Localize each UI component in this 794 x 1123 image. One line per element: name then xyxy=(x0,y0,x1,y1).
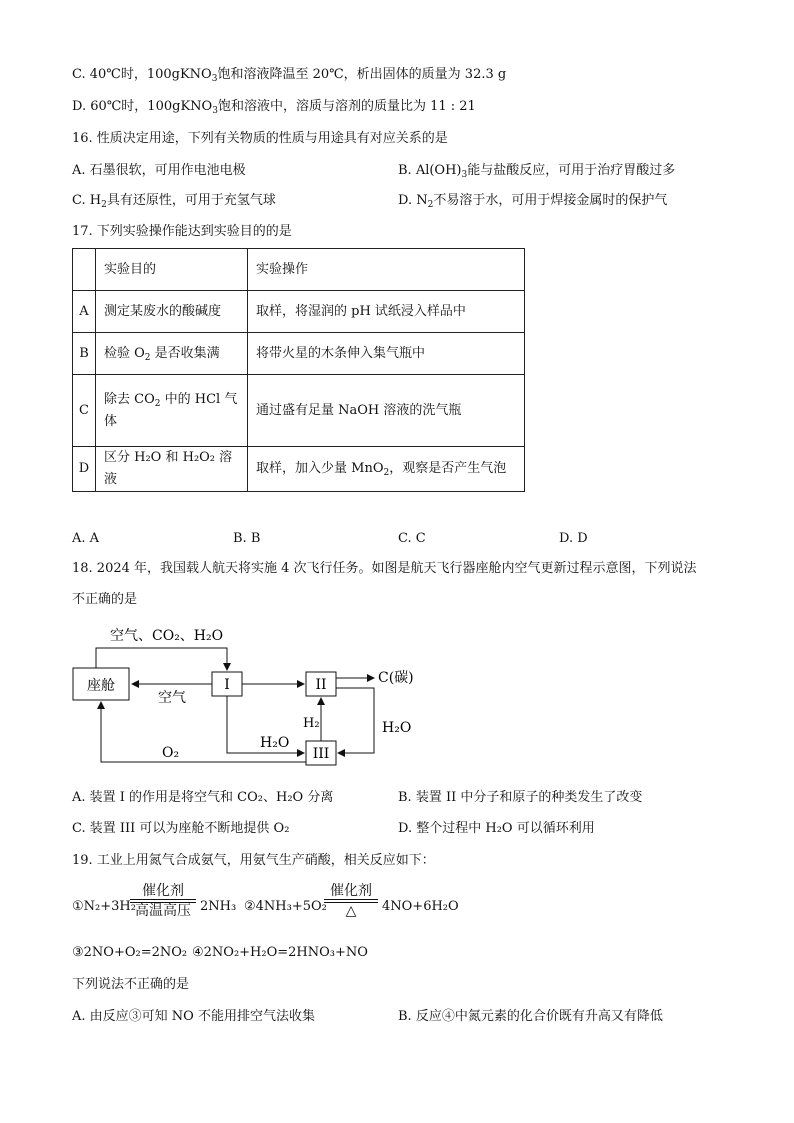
h2o-right-label: H₂O xyxy=(382,720,412,736)
q18-stem-line2: 不正确的是 xyxy=(72,592,138,607)
row-goal: 检验 $O_2$ 是否收集满 xyxy=(96,333,248,375)
row-key: A xyxy=(73,291,96,333)
q18-option-d: D. 整个过程中 H₂O 可以循环利用 xyxy=(398,821,595,836)
q18-stem-line1: 18. 2024 年，我国载人航天将实施 4 次飞行任务。如图是航天飞行器座舱内空气更新过程示意图，下列说法 xyxy=(72,561,697,576)
q16-stem: 16. 性质决定用途，下列有关物质的性质与用途具有对应关系的是 xyxy=(72,131,448,146)
reaction-3: ③2NO+O₂=2NO₂ xyxy=(72,945,188,960)
q15-option-d: D. 60℃时，100gKNO$_3$饱和溶液中，溶质与溶剂的质量比为 11 : 21 xyxy=(72,99,476,116)
row-goal: 区分 H₂O 和 H₂O₂ 溶液 xyxy=(96,447,248,492)
q19-stem: 19. 工业上用氮气合成氨气，用氨气生产硝酸，相关反应如下： xyxy=(72,853,435,868)
row-op: 将带火星的木条伸入集气瓶中 xyxy=(248,333,525,375)
q17-answer-b: B. B xyxy=(233,531,261,546)
table-header-op: 实验操作 xyxy=(248,249,525,291)
q15-option-c: C. 40℃时，100gKNO$_3$饱和溶液降温至 20℃，析出固体的质量为 32.3 g xyxy=(72,67,507,84)
reaction-1-catalyst: 催化剂 xyxy=(142,883,184,899)
o2-label: O₂ xyxy=(162,745,180,761)
q17-answer-d: D. D xyxy=(559,531,588,546)
q19-question: 下列说法不正确的是 xyxy=(72,977,190,992)
device-3-label: III xyxy=(312,746,330,762)
reaction-2-catalyst: 催化剂 xyxy=(330,883,372,899)
carbon-label: C(碳) xyxy=(378,670,414,686)
reaction-2-right: 4NO+6H₂O xyxy=(382,899,459,914)
reaction-1-right: 2NH₃ xyxy=(200,899,237,914)
table-row xyxy=(73,333,525,375)
q17-table xyxy=(72,248,525,492)
row-op: 通过盛有足量 NaOH 溶液的洗气瓶 xyxy=(248,375,525,447)
row-key: D xyxy=(73,447,96,492)
device-1-label: I xyxy=(224,677,230,693)
q18-option-a: A. 装置 I 的作用是将空气和 CO₂、H₂O 分离 xyxy=(72,790,334,805)
h2o-bottom-label: H₂O xyxy=(260,735,290,751)
q16-option-d: D. $N_2$不易溶于水，可用于焊接金属时的保护气 xyxy=(398,193,668,210)
table-header-key xyxy=(73,249,96,291)
q17-stem: 17. 下列实验操作能达到实验目的的是 xyxy=(72,224,292,239)
table-header-row xyxy=(73,249,525,291)
cabin-label: 座舱 xyxy=(87,678,115,694)
reaction-2-condition xyxy=(324,883,378,919)
reaction-1-conditions: 高温高压 xyxy=(135,903,191,919)
q19-option-b: B. 反应④中氮元素的化合价既有升高又有降低 xyxy=(398,1009,663,1024)
row-key: B xyxy=(73,333,96,375)
q18-option-c: C. 装置 III 可以为座舱不断地提供 O₂ xyxy=(72,821,290,836)
row-goal: 测定某废水的酸碱度 xyxy=(96,291,248,333)
q19-option-a: A. 由反应③可知 NO 不能用排空气法收集 xyxy=(72,1009,315,1024)
q17-answer-a: A. A xyxy=(72,531,100,546)
h2-label: H₂ xyxy=(303,716,320,731)
row-key: C xyxy=(73,375,96,447)
q16-option-a: A. 石墨很软，可用作电池电极 xyxy=(72,163,246,178)
q17-answer-c: C. C xyxy=(398,531,426,546)
table-row xyxy=(73,375,525,447)
reaction-1-condition xyxy=(130,883,196,919)
row-goal: 除去 $CO_2$ 中的 HCl 气 体 xyxy=(96,375,248,447)
device-2-label: II xyxy=(315,677,327,693)
reaction-2-heat: △ xyxy=(345,903,357,919)
table-row xyxy=(73,291,525,333)
reaction-1-left: ①N₂+3H₂ xyxy=(72,899,136,914)
row-op: 取样，将湿润的 pH 试纸浸入样品中 xyxy=(248,291,525,333)
air-label: 空气 xyxy=(158,690,186,706)
q18-option-b: B. 装置 II 中分子和原子的种类发生了改变 xyxy=(398,790,643,805)
table-row xyxy=(73,447,525,492)
table-header-goal: 实验目的 xyxy=(96,249,248,291)
q18-flow-diagram xyxy=(60,620,440,780)
reaction-4: ④2NO₂+H₂O=2HNO₃+NO xyxy=(192,945,368,960)
top-flow-label: 空气、CO₂、H₂O xyxy=(110,628,224,644)
arrow-cabin-to-1 xyxy=(96,648,227,670)
q16-option-b: B. $Al(OH)_3$能与盐酸反应，可用于治疗胃酸过多 xyxy=(398,163,676,180)
arrow-2-to-3 xyxy=(336,688,374,753)
q16-option-c: C. $H_2$具有还原性，可用于充氢气球 xyxy=(72,193,276,210)
reaction-2-left: ②4NH₃+5O₂ xyxy=(244,899,327,914)
row-op: 取样，加入少量 MnO$_2$，观察是否产生气泡 xyxy=(248,447,525,492)
